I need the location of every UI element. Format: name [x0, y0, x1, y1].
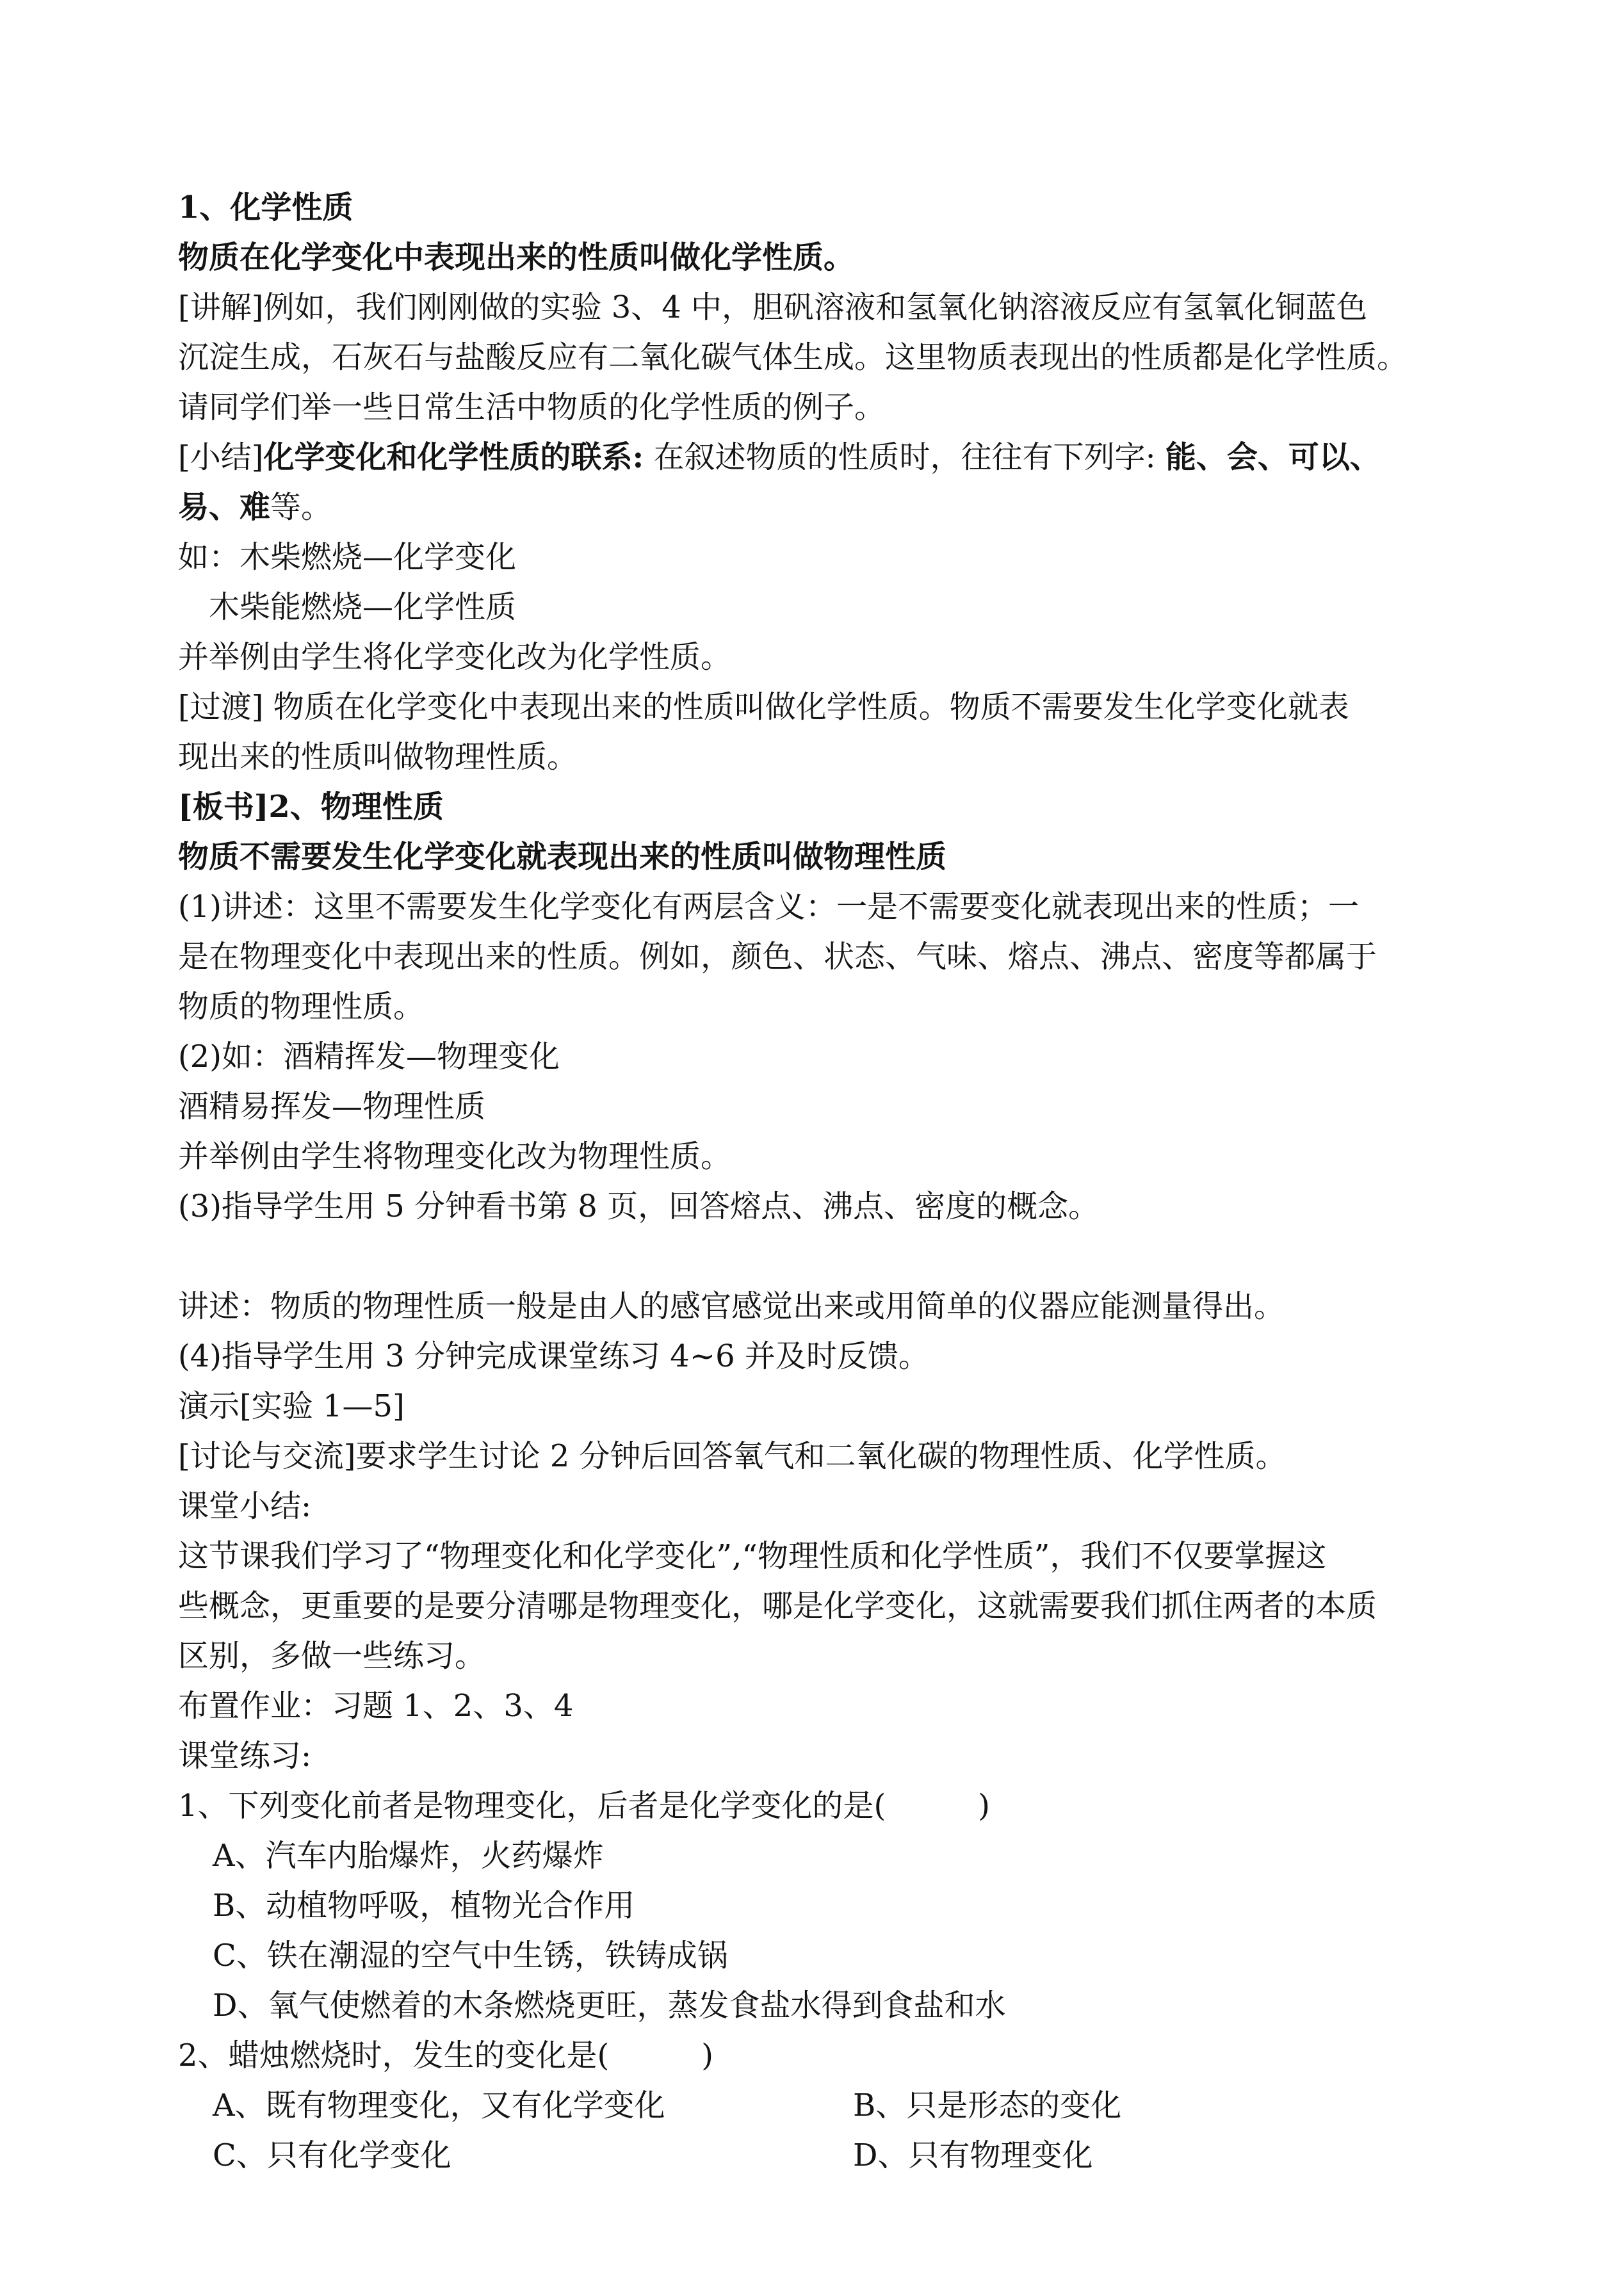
paragraph-line: 课堂小结:	[178, 1488, 312, 1524]
example-line: 木柴能燃烧—化学性质	[209, 589, 517, 625]
paragraph-line: 这节课我们学习了“物理变化和化学变化”,“物理性质和化学性质”，我们不仅要掌握这	[178, 1538, 1327, 1574]
transition-line: 现出来的性质叫做物理性质。	[178, 739, 578, 775]
summary-keywords: 能、会、可以、	[1165, 439, 1381, 475]
question-2-option-c: C、只有化学变化	[213, 2137, 451, 2173]
paragraph-line: 演示[实验 1—5]	[178, 1388, 405, 1424]
question-2-option-a: A、既有物理变化，又有化学变化	[213, 2088, 665, 2123]
summary-line	[178, 432, 1459, 482]
paragraph-line: 区别，多做一些练习。	[178, 1638, 486, 1674]
question-2-option-d: D、只有物理变化	[853, 2137, 1093, 2173]
paragraph-line: (3)指导学生用 5 分钟看书第 8 页，回答熔点、沸点、密度的概念。	[178, 1188, 1100, 1224]
paragraph-line: [讨论与交流]要求学生讨论 2 分钟后回答氧气和二氧化碳的物理性质、化学性质。	[178, 1438, 1287, 1474]
example-line: 酒精易挥发—物理性质	[178, 1089, 486, 1124]
paragraph-line: 沉淀生成，石灰石与盐酸反应有二氧化碳气体生成。这里物质表现出的性质都是化学性质。	[178, 339, 1408, 375]
document-page	[178, 182, 1459, 2180]
summary-keywords-continued: 易、难	[178, 489, 271, 525]
paragraph-line: 请同学们举一些日常生活中物质的化学性质的例子。	[178, 389, 886, 425]
section-heading-physical-property: [板书]2、物理性质	[178, 789, 444, 825]
transition-line: [过渡] 物质在化学变化中表现出来的性质叫做化学性质。物质不需要发生化学变化就表	[178, 689, 1349, 725]
paragraph-line: (4)指导学生用 3 分钟完成课堂练习 4~6 并及时反馈。	[178, 1338, 929, 1374]
paragraph-line: 是在物理变化中表现出来的性质。例如，颜色、状态、气味、熔点、沸点、密度等都属于	[178, 939, 1377, 975]
question-1-stem: 1、下列变化前者是物理变化，后者是化学变化的是( )	[178, 1788, 990, 1824]
paragraph-line: [讲解]例如，我们刚刚做的实验 3、4 中，胆矾溶液和氢氧化钠溶液反应有氢氧化铜蓝色	[178, 289, 1368, 325]
summary-tail: 等。	[270, 489, 332, 525]
summary-tag: [小结]	[178, 439, 264, 475]
summary-text: 在叙述物质的性质时，往往有下列字:	[644, 439, 1165, 475]
homework-line: 布置作业：习题 1、2、3、4	[178, 1688, 574, 1724]
example-line: (2)如：酒精挥发—物理变化	[178, 1039, 560, 1075]
question-1-option-c: C、铁在潮湿的空气中生锈，铁铸成锅	[213, 1938, 728, 1974]
summary-bold-phrase: 化学变化和化学性质的联系:	[263, 439, 644, 475]
example-line: 如：木柴燃烧—化学变化	[178, 539, 517, 575]
paragraph-line: 物质的物理性质。	[178, 989, 425, 1025]
paragraph-line: 并举例由学生将物理变化改为物理性质。	[178, 1139, 732, 1174]
definition-chemical-property: 物质在化学变化中表现出来的性质叫做化学性质。	[178, 239, 855, 275]
section-heading-chemical-property: 1、化学性质	[178, 190, 353, 225]
summary-line-continued	[178, 482, 1459, 532]
paragraph-line: 并举例由学生将化学变化改为化学性质。	[178, 639, 732, 675]
question-2-options-row	[178, 2130, 1459, 2180]
question-1-option-d: D、氧气使燃着的木条燃烧更旺，蒸发食盐水得到食盐和水	[213, 1988, 1006, 2023]
question-1-option-b: B、动植物呼吸，植物光合作用	[213, 1888, 635, 1924]
paragraph-line: (1)讲述：这里不需要发生化学变化有两层含义：一是不需要变化就表现出来的性质；一	[178, 889, 1359, 925]
question-2-options-row	[178, 2080, 1459, 2130]
question-1-option-a: A、汽车内胎爆炸，火药爆炸	[213, 1838, 604, 1874]
definition-physical-property: 物质不需要发生化学变化就表现出来的性质叫做物理性质	[178, 839, 947, 875]
question-2-stem: 2、蜡烛燃烧时，发生的变化是( )	[178, 2038, 713, 2073]
question-2-option-b: B、只是形态的变化	[853, 2088, 1122, 2123]
paragraph-line: 些概念，更重要的是要分清哪是物理变化，哪是化学变化，这就需要我们抓住两者的本质	[178, 1588, 1377, 1624]
exercise-heading: 课堂练习:	[178, 1738, 312, 1774]
paragraph-line: 讲述：物质的物理性质一般是由人的感官感觉出来或用简单的仪器应能测量得出。	[178, 1288, 1285, 1324]
blank-line	[178, 1231, 1459, 1281]
